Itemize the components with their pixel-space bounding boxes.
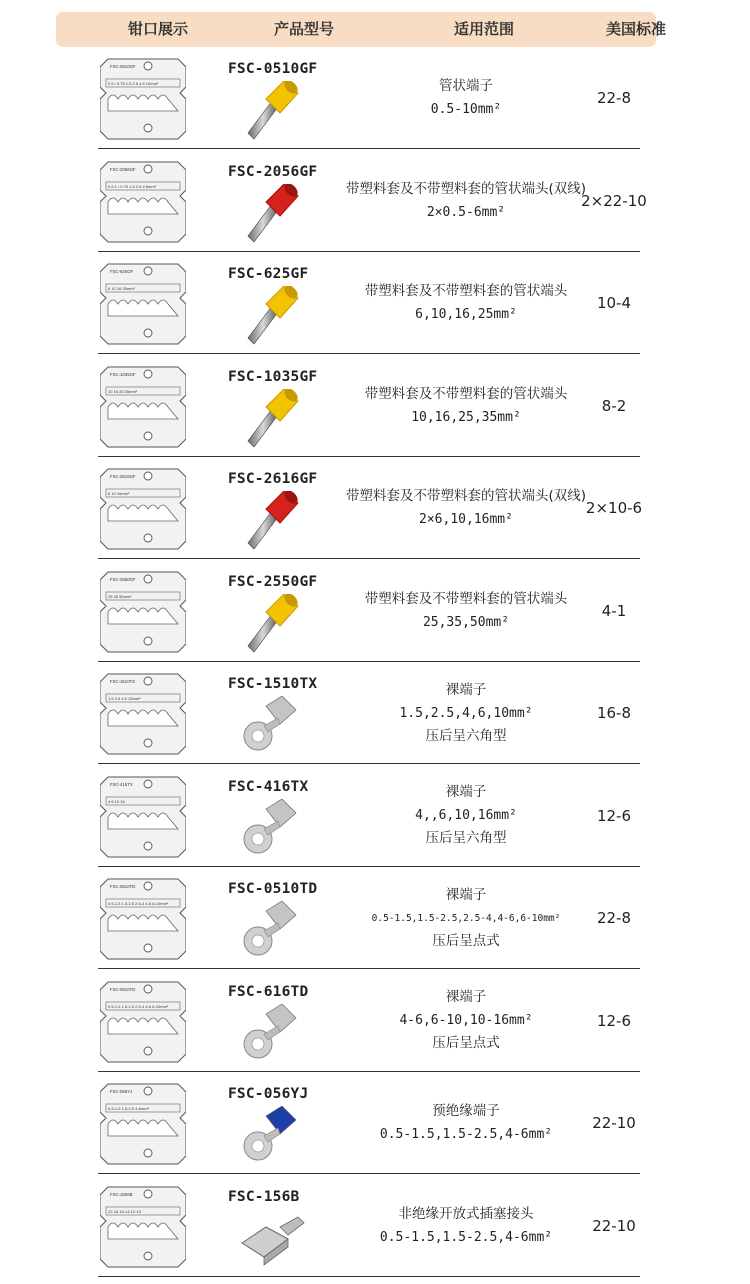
svg-text:FSC-0510TD: FSC-0510TD <box>110 986 136 992</box>
scope-line: 预绝缘端子 <box>432 1103 500 1119</box>
scope-cell <box>332 560 600 662</box>
table-row <box>0 355 750 457</box>
twin-ferrule-red-image <box>236 184 308 248</box>
scope-cell <box>332 662 600 764</box>
ferrule-yellow-image <box>236 81 308 145</box>
scope-line: 带塑料套及不带塑料套的管状端头(双线) <box>345 180 587 197</box>
scope-cell <box>332 355 600 457</box>
svg-text:6 10 16mm²: 6 10 16mm² <box>108 491 130 496</box>
scope-line: 裸端子 <box>445 886 487 903</box>
scope-cell <box>332 150 600 252</box>
model-number: FSC-056YJ <box>228 1086 309 1102</box>
table-row <box>0 47 750 149</box>
scope-line: 4,,6,10,16mm² <box>415 808 517 823</box>
svg-text:0.5-1.5 1.5-2.5 4-6mm²: 0.5-1.5 1.5-2.5 4-6mm² <box>108 1106 149 1111</box>
table-header <box>56 12 666 47</box>
svg-text:FSC-416TX: FSC-416TX <box>110 781 133 787</box>
model-number: FSC-1510TX <box>228 676 318 692</box>
table-row <box>0 765 750 867</box>
us-standard: 12-6 <box>596 806 632 825</box>
ferrule-yellow-image <box>236 594 308 658</box>
scope-line: 0.5-1.5,1.5-2.5,2.5-4,4-6,6-10mm² <box>371 912 561 924</box>
scope-line: 25,35,50mm² <box>422 614 510 630</box>
row-divider <box>98 1276 640 1277</box>
scope-cell <box>332 47 600 149</box>
model-number: FSC-1035GF <box>228 368 318 385</box>
svg-text:FSC-1510TX: FSC-1510TX <box>110 679 136 684</box>
scope-line: 带塑料套及不带塑料套的管状端头(双线) <box>345 488 587 504</box>
svg-text:FSC-2550GF: FSC-2550GF <box>110 576 136 582</box>
header-model: 产品型号 <box>273 20 334 38</box>
scope-line: 压后呈点式 <box>432 932 500 949</box>
crimp-die-image <box>100 361 186 451</box>
crimp-die-image <box>100 771 186 861</box>
us-standard: 4-1 <box>601 601 627 620</box>
scope-cell <box>332 457 600 559</box>
us-standard: 16-8 <box>596 704 632 722</box>
table-row <box>0 457 750 559</box>
model-number: FSC-416TX <box>228 778 309 795</box>
table-row <box>0 252 750 354</box>
table-row <box>0 867 750 969</box>
scope-cell <box>332 970 600 1072</box>
svg-text:22-18 16-14 12-10: 22-18 16-14 12-10 <box>108 1208 141 1214</box>
scope-line: 0.5-10mm² <box>430 102 502 117</box>
svg-text:0.5 / 0.75 1.5 2.5 4 6 10mm²: 0.5 / 0.75 1.5 2.5 4 6 10mm² <box>108 81 159 86</box>
us-standard: 2×22-10 <box>581 191 647 210</box>
svg-text:0.5-1.5 1.5-2.5 2.5-4 4-6 6-10: 0.5-1.5 1.5-2.5 2.5-4 4-6 6-10mm² <box>108 901 169 906</box>
scope-line: 0.5-1.5,1.5-2.5,4-6mm² <box>379 1127 553 1142</box>
svg-text:1.5 2.5 4 6 10mm²: 1.5 2.5 4 6 10mm² <box>108 696 141 701</box>
svg-text:0.5 1 / 0.75 1.5 2.5 4 6mm²: 0.5 1 / 0.75 1.5 2.5 4 6mm² <box>108 183 157 189</box>
us-standard: 22-10 <box>592 1216 636 1235</box>
header-scope: 适用范围 <box>453 20 514 38</box>
flag-connector-image <box>236 1209 308 1273</box>
scope-line: 压后呈点式 <box>432 1035 500 1051</box>
twin-ferrule-red-image <box>236 491 308 555</box>
ring-terminal-image <box>236 901 308 965</box>
insulated-ring-blue-image <box>236 1106 308 1170</box>
crimp-die-image <box>100 1078 186 1168</box>
table-row <box>0 150 750 252</box>
table-row <box>0 1072 750 1174</box>
crimp-die-image <box>100 668 186 758</box>
svg-text:10 16 25 35mm²: 10 16 25 35mm² <box>108 388 138 394</box>
scope-line: 压后呈六角型 <box>425 830 507 846</box>
ring-terminal-image <box>236 799 308 863</box>
model-number: FSC-625GF <box>228 266 309 282</box>
us-standard: 2×10-6 <box>585 499 643 517</box>
svg-text:FSC-2616GF: FSC-2616GF <box>110 474 136 479</box>
scope-line: 4-6,6-10,10-16mm² <box>399 1013 533 1028</box>
model-number: FSC-616TD <box>228 983 309 1000</box>
scope-line: 带塑料套及不带塑料套的管状端头 <box>364 283 568 299</box>
header-std: 美国标准 <box>605 20 666 38</box>
crimp-die-image <box>100 1181 186 1271</box>
svg-text:FSC-0510GF: FSC-0510GF <box>110 64 136 69</box>
crimp-die-image <box>100 566 186 656</box>
scope-line: 管状端子 <box>439 78 493 94</box>
scope-line: 裸端子 <box>445 681 487 698</box>
svg-text:FSC-2056GF: FSC-2056GF <box>110 166 136 172</box>
table-row <box>0 560 750 662</box>
scope-line: 1.5,2.5,4,6,10mm² <box>399 705 533 721</box>
svg-text:FSC-056YJ: FSC-056YJ <box>110 1089 133 1094</box>
scope-cell <box>332 252 600 354</box>
scope-line: 6,10,16,25mm² <box>415 307 517 322</box>
scope-cell <box>332 1175 600 1277</box>
model-number: FSC-156B <box>228 1188 300 1205</box>
scope-line: 裸端子 <box>445 784 487 800</box>
scope-line: 非绝缘开放式插塞接头 <box>398 1205 534 1222</box>
crimp-die-image <box>100 156 186 246</box>
svg-text:0.5-1.5 1.5-2.5 2.5-4 4-6 6-10: 0.5-1.5 1.5-2.5 2.5-4 4-6 6-10mm² <box>108 1003 169 1009</box>
svg-text:4 6 10 16: 4 6 10 16 <box>108 798 125 804</box>
model-number: FSC-2056GF <box>228 163 318 180</box>
model-number: FSC-2550GF <box>228 573 318 590</box>
us-standard: 22-10 <box>592 1114 636 1132</box>
ring-terminal-image <box>236 1004 308 1068</box>
crimp-die-image <box>100 463 186 553</box>
us-standard: 10-4 <box>596 294 632 312</box>
ferrule-yellow-image <box>236 286 308 350</box>
scope-line: 压后呈六角型 <box>425 727 507 744</box>
crimp-die-image <box>100 258 186 348</box>
svg-text:FSC-1506B: FSC-1506B <box>110 1191 133 1197</box>
scope-line: 裸端子 <box>445 989 487 1005</box>
table-row <box>0 662 750 764</box>
scope-line: 带塑料套及不带塑料套的管状端头 <box>364 590 568 607</box>
us-standard: 8-2 <box>601 396 627 415</box>
table-row <box>0 970 750 1072</box>
scope-line: 2×0.5-6mm² <box>426 204 506 220</box>
scope-cell <box>332 765 600 867</box>
scope-line: 10,16,25,35mm² <box>411 409 521 425</box>
svg-text:FSC-0510TD: FSC-0510TD <box>110 884 136 889</box>
model-number: FSC-0510GF <box>228 61 318 77</box>
svg-text:6 10 16 25mm²: 6 10 16 25mm² <box>108 286 135 291</box>
model-number: FSC-2616GF <box>228 471 318 487</box>
us-standard: 12-6 <box>596 1011 632 1030</box>
scope-line: 带塑料套及不带塑料套的管状端头 <box>364 385 568 402</box>
ferrule-yellow-image <box>236 389 308 453</box>
header-die: 钳口展示 <box>127 20 188 38</box>
svg-text:FSC-625GF: FSC-625GF <box>110 269 134 274</box>
scope-line: 0.5-1.5,1.5-2.5,4-6mm² <box>379 1229 553 1245</box>
table-row <box>0 1175 750 1277</box>
us-standard: 22-8 <box>596 89 632 107</box>
svg-text:FSC-1035GF: FSC-1035GF <box>110 371 136 377</box>
svg-text:25 35 50mm²: 25 35 50mm² <box>108 593 132 599</box>
model-number: FSC-0510TD <box>228 881 318 897</box>
scope-line: 2×6,10,16mm² <box>419 512 513 527</box>
scope-cell <box>332 1072 600 1174</box>
crimp-die-image <box>100 976 186 1066</box>
crimp-die-image <box>100 53 186 143</box>
ring-terminal-image <box>236 696 308 760</box>
us-standard: 22-8 <box>596 909 632 927</box>
scope-cell <box>332 867 600 969</box>
crimp-die-image <box>100 873 186 963</box>
